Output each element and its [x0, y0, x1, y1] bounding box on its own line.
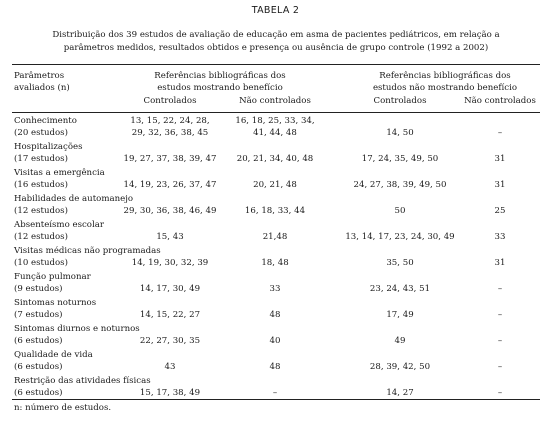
table-title: TABELA 2	[251, 5, 300, 16]
cell-benefit-not-controlled: 48	[269, 362, 281, 372]
cell-benefit-not-controlled: –	[272, 388, 278, 398]
row-study-count: (6 estudos)	[14, 388, 63, 398]
top-rule	[12, 64, 540, 65]
row-study-count: (16 estudos)	[14, 180, 68, 190]
row-study-count: (12 estudos)	[14, 206, 68, 216]
row-study-count: (6 estudos)	[14, 336, 63, 346]
cell-benefit-controlled: 43	[164, 362, 176, 372]
cell-benefit-not-controlled: 41, 44, 48	[253, 128, 297, 138]
cell-no-benefit-not-controlled: 31	[494, 180, 506, 190]
cell-benefit-controlled: 14, 19, 30, 32, 39	[131, 258, 209, 268]
table-caption	[12, 29, 540, 55]
cell-no-benefit-controlled: 17, 24, 35, 49, 50	[361, 154, 439, 164]
row-study-count: (7 estudos)	[14, 310, 63, 320]
cell-benefit-not-controlled: 33	[269, 284, 281, 294]
cell-no-benefit-controlled: 14, 50	[386, 128, 414, 138]
row-parameter-name: Qualidade de vida	[14, 350, 93, 360]
cell-no-benefit-controlled: 13, 14, 17, 23, 24, 30, 49	[345, 232, 455, 242]
cell-no-benefit-controlled: 28, 39, 42, 50	[369, 362, 431, 372]
cell-benefit-controlled: 19, 27, 37, 38, 39, 47	[123, 154, 217, 164]
header-benefit-group-sub: estudos mostrando benefício	[157, 83, 283, 93]
cell-no-benefit-controlled: 23, 24, 43, 51	[369, 284, 431, 294]
cell-no-benefit-not-controlled: –	[497, 336, 503, 346]
row-study-count: (10 estudos)	[14, 258, 68, 268]
cell-benefit-controlled: 14, 19, 23, 26, 37, 47	[123, 180, 217, 190]
cell-benefit-controlled: 29, 30, 36, 38, 46, 49	[123, 206, 217, 216]
cell-benefit-not-controlled: 21,48	[262, 232, 288, 242]
row-parameter-name: Sintomas diurnos e noturnos	[14, 324, 140, 334]
cell-benefit-controlled: 14, 15, 22, 27	[139, 310, 201, 320]
header-no-benefit-group-sub: estudos não mostrando benefício	[372, 83, 518, 93]
cell-benefit-controlled: 14, 17, 30, 49	[139, 284, 201, 294]
cell-no-benefit-controlled: 49	[394, 336, 406, 346]
row-parameter-name: Conhecimento	[14, 116, 77, 126]
cell-benefit-not-controlled: 20, 21, 48	[253, 180, 297, 190]
cell-no-benefit-controlled: 50	[394, 206, 406, 216]
row-study-count: (12 estudos)	[14, 232, 68, 242]
cell-benefit-not-controlled: 40	[269, 336, 281, 346]
cell-benefit-controlled: 22, 27, 30, 35	[139, 336, 201, 346]
cell-benefit-controlled: 13, 15, 22, 24, 28,	[130, 116, 210, 126]
cell-benefit-not-controlled: 18, 48	[261, 258, 289, 268]
cell-benefit-not-controlled: 20, 21, 34, 40, 48	[236, 154, 314, 164]
header-no-benefit-group: Referências bibliográficas dos	[379, 71, 511, 81]
row-study-count: (9 estudos)	[14, 284, 63, 294]
row-study-count: (17 estudos)	[14, 154, 68, 164]
cell-no-benefit-not-controlled: –	[497, 310, 503, 320]
footnote: n: número de estudos.	[14, 403, 112, 413]
row-study-count: (20 estudos)	[14, 128, 68, 138]
cell-benefit-controlled: 29, 32, 36, 38, 45	[131, 128, 209, 138]
cell-no-benefit-not-controlled: –	[497, 128, 503, 138]
header-param: Parâmetros	[14, 71, 65, 81]
caption-line: Distribuição dos 39 estudos de avaliação de educação em asma de pacientes pediátricos, em relação a	[52, 30, 500, 40]
row-parameter-name: Absenteísmo escolar	[14, 220, 104, 230]
header-not-controlled: Não controlados	[239, 96, 311, 106]
row-parameter-name: Habilidades de automanejo	[14, 194, 134, 204]
row-parameter-name: Restrição das atividades físicas	[14, 376, 151, 386]
cell-benefit-not-controlled: 16, 18, 33, 44	[244, 206, 306, 216]
cell-no-benefit-not-controlled: 31	[494, 258, 506, 268]
cell-no-benefit-controlled: 17, 49	[386, 310, 414, 320]
cell-no-benefit-not-controlled: 31	[494, 154, 506, 164]
cell-benefit-controlled: 15, 17, 38, 49	[139, 388, 201, 398]
cell-no-benefit-controlled: 14, 27	[386, 388, 414, 398]
cell-benefit-not-controlled: 16, 18, 25, 33, 34,	[235, 116, 315, 126]
bottom-rule	[12, 399, 540, 400]
row-parameter-name: Sintomas noturnos	[14, 298, 97, 308]
cell-no-benefit-not-controlled: –	[497, 388, 503, 398]
header-param-sub: avaliados (n)	[14, 83, 70, 93]
row-parameter-name: Função pulmonar	[14, 272, 91, 282]
row-parameter-name: Hospitalizações	[14, 142, 83, 152]
cell-no-benefit-not-controlled: 25	[494, 206, 506, 216]
row-parameter-name: Visitas a emergência	[14, 168, 105, 178]
cell-no-benefit-controlled: 24, 27, 38, 39, 49, 50	[353, 180, 447, 190]
cell-no-benefit-not-controlled: –	[497, 362, 503, 372]
caption-line: parâmetros medidos, resultados obtidos e presença ou ausência de grupo controle (1992 a 2002)	[63, 43, 489, 53]
header-benefit-group: Referências bibliográficas dos	[154, 71, 286, 81]
header-controlled: Controlados	[373, 96, 427, 106]
header-not-controlled: Não controlados	[464, 96, 536, 106]
row-parameter-name: Visitas médicas não programadas	[14, 246, 161, 256]
header-controlled: Controlados	[143, 96, 197, 106]
row-study-count: (6 estudos)	[14, 362, 63, 372]
cell-benefit-not-controlled: 48	[269, 310, 281, 320]
cell-no-benefit-controlled: 35, 50	[386, 258, 414, 268]
cell-no-benefit-not-controlled: 33	[494, 232, 506, 242]
cell-benefit-controlled: 15, 43	[156, 232, 184, 242]
cell-no-benefit-not-controlled: –	[497, 284, 503, 294]
header-rule	[12, 112, 540, 113]
